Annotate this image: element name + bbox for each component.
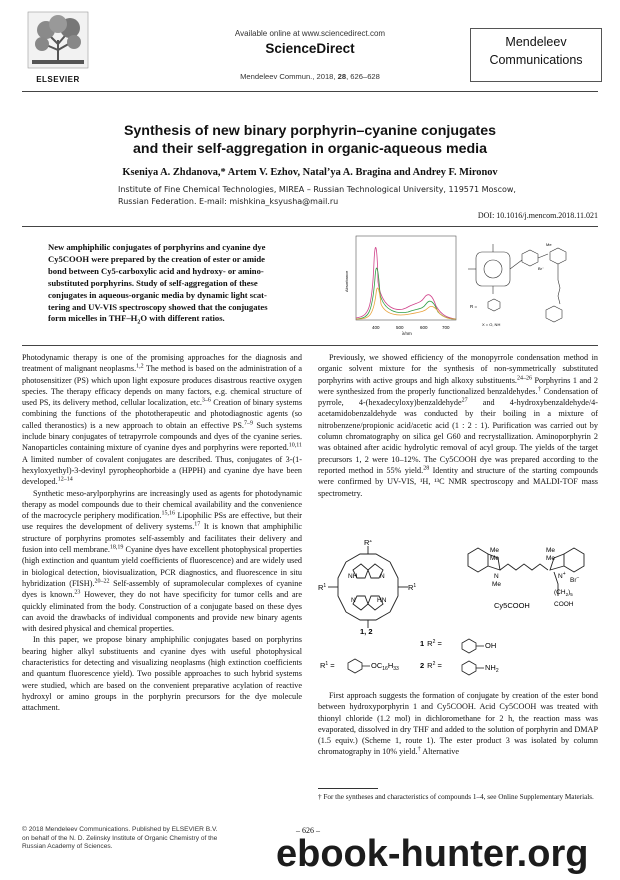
authors: Kseniya A. Zhdanova,* Artem V. Ezhov, Natal’ya A. Bragina and Andrey F. Mironov [122,167,498,178]
abstract: New amphiphilic conjugates of porphyrins and cyanine dye Cy5COOH were prepared by the creation of ester or amide bond between Cy5-carboxylic acid and hydroxy- or amino- substituted porphyrins. Study of self-aggregation of these conjugates in aqueous-organic media by dynamic light scat- tering and UV-VIS spectroscopy showed that the conjugates form micelles in THF–$H_2O$ with different ratios. [48,242,268,327]
spectra-and-structure [338,232,578,336]
y-axis-label: Absorbance [344,270,349,292]
footnote-rule [318,788,378,789]
oc16h33-label: $OC_{16}H_{33}$ [371,661,399,672]
nh-label: NH [348,573,358,580]
spectrum-line-2 [356,268,456,319]
bromide-label: Br− [570,575,580,584]
watermark: ebook-hunter.org [276,833,589,875]
compound-label-12: 1, 2 [360,627,373,636]
scheme-drawing [318,540,600,636]
page-number: – 626 – [296,826,320,835]
citation: Mendeleev Commun., 2018, 28, 626–628 [240,72,380,81]
me-label-4: Me [546,555,556,562]
footnote: † For the syntheses and characteristics of compounds 1–4, see Online Supplementary Materials. [318,793,594,801]
br-label: Br⁻ [538,266,545,271]
tick-label: 600 [420,325,428,330]
cooh-label: COOH [554,601,574,608]
hn-label: HN [377,597,387,604]
r1-left: $R^1$ [318,583,327,592]
publisher-name: ELSEVIER [36,75,80,84]
svg-text:R1 =: $R^1$ = [320,661,335,670]
x-label: X = O, NH [482,322,501,327]
chemical-scheme [318,540,600,636]
x-axis-label: λ/nm [402,331,412,336]
doi[interactable]: DOI: 10.1016/j.mencom.2018.11.021 [477,211,598,220]
copyright: © 2018 Mendeleev Communications. Published by ELSEVIER B.V. on behalf of the N. D. Zelinsky Institute of Organic Chemistry of the Russian Academy of Sciences. [22,826,218,850]
left-column: Photodynamic therapy is one of the promising approaches for the diagnosis and treatment of malignant neoplasms.$^{1,2}$ The method is based on the administration of a photosensitizer (PS) which upon light exposure produces disastrous reactive oxygen species. The therapy efficacy depends on many factors, e.g. chemical structure of used PS, its delivery method, cellular localization, etc.$^{3-6}$ Creation of binary systems combining the functions of the phototherapeutic and photodiagnostic agents (so called theranostics) is a new approach to obtain an effective PS.$^{7-9}$ Such systems include binary conjugates of tetrapyrrole compounds and dyes of the cyanine series. Nanoparticles containing mixture of cyanine dyes and porphyrins were reported.$^{10,11}$ A limited number of covalent conjugates are described. Thus, conjugates of 3-(1-hexyloxyethyl)-3-devinyl pyropheophorbide a (HPPH) and cyanine dye have been developed.$^{12-14}$ Synthetic meso-arylporphyrins are increasingly used as agents for photodynamic therapy as model compounds due to their chemical availability and the convenience of the macrocycle periphery modification.$^{15,16}$ Lipophilic PSs are effective, but their use requires the development of delivery systems.$^{17}$ It is known that amphiphilic structure of porphyrins promotes self-assembly and facilitates their delivery and fusion into cell membrane.$^{18,19}$ Cyanine dyes have excellent photophysical properties (high extinction and quantum yield coefficients of fluorescence) and are widely used in biological detection, biovisualization, PCR diagnostics, and fluorescence in situ hybridization (FISH).$^{20-22}$ Self-assembly of supramolecular complexes of cyanine dyes is known.$^{23}$ However, they do not have specificity for tumor cells and are quickly eliminated from the body. Construction of a conjugate based on these dyes can avoid the drawbacks of individual components and provide new binary agents with desired physical and chemical properties. In this paper, we propose binary amphiphilic conjugates based on porphyrins bearing higher alkyl substituents and cyanine dyes with useful photophysical characteristics for detecting and visualizing neoplasms (high extinction coefficients and quantum fluorescence yield). Two possible approaches to such hybrid systems were studied, which are based on the convenient preparative acylation of reactive hydroxyl or amino groups in the porphyrin precursors for the dye molecule attachment. [22,353,303,713]
porphyrin-sketch [468,244,548,294]
cyanine-sketch [546,248,566,322]
me-label-5: Me [492,581,502,588]
tick-label: 400 [372,325,380,330]
compound-1-label: 1 $R^2$ = [420,639,442,648]
me-label-1: Me [490,547,500,554]
tick-label: 700 [442,325,450,330]
r1-right: $R^1$ [408,583,417,592]
cy5cooh-label: Cy5COOH [494,601,530,610]
me-label-2: Me [490,555,500,562]
journal-name-line1: Mendeleev [505,35,567,49]
affiliation: Institute of Fine Chemical Technologies, MIREA – Russian Technological University, 119571 Moscow, Russian Federation. E-mail: mishkina_ksyusha@mail.ru [118,185,516,206]
me-label-3: Me [546,547,556,554]
r2-top: $R^2$ [364,540,373,547]
journal-box [470,28,602,82]
spectrum-line-3 [356,288,456,319]
n-label-2: N [351,597,356,604]
journal-name-line2: Communications [489,53,583,67]
right-column-top: Previously, we showed efficiency of the monopyrrole condensation method in organic solvent mixture for the synthesis of non-symmetrically substituted porphyrins with active groups and high alkoxy substituents.$^{24-26}$ Porphyrins 1 and 2 were synthesized from the properly functionalized benzaldehydes.† Condensation of pyrrole, 4-(hexadecyloxy)benzaldehyde$^{27}$ and 4-hydroxybenzaldehyde/4-acetamidobenzaldehyde was conducted by their boiling in a mixture of nitrobenzene/propionic acid/acetic acid (1 : 2 : 1). Purification was carried out by column chromatography on silica gel G60 and recrystallization. Aminoporphyrin 2 was obtained after acidic hydrolytic removal of acyl group. The yields of the target precursors 1, 2 were 10–12%. The Cy5COOH dye was prepared according to the reported method in 55% yield.$^{28}$ Identity and structure of the starting compounds were confirmed by UV-VIS, ¹H, ¹³C NMR spectroscopy and MALDI-TOF mass spectrometry. [318,353,599,498]
available-online[interactable]: Available online at www.sciencedirect.com [234,29,386,38]
abstract-top-rule [22,226,598,227]
me-label: Me [546,242,552,247]
phenyl-ring-3 [348,659,362,673]
abstract-bottom-rule [22,345,598,346]
substituent-rows [414,636,600,676]
porphyrin-ring [328,546,408,628]
compound-2-label: 2 $R^2$ = [420,661,442,670]
phenyl-ring-1 [462,639,476,653]
nh2-label: $NH_2$ [485,663,499,674]
tick-label: 500 [396,325,404,330]
sciencedirect-brand: ScienceDirect [265,41,355,56]
phenyl-ring-2 [462,661,476,675]
right-column-bottom: First approach suggests the formation of conjugate by creation of the ester bond between hydroxyporphyrin 1 and Cy5COOH. Acid Cy5COOH was treated with thionyl chloride (1.2 mol) in dichloromethane for 2 h, the reaction mass was evaporated, dissolved in dry THF and added to the solution of porphyrin and DMAP (1.5 equiv.) (Scheme 1, route 1). The ester product 3 was isolated by column chromatography in 10% yield.† Alternative [318,691,598,757]
n-plus-label: N+ [558,571,566,580]
graphical-abstract [338,232,578,336]
header-rule [22,91,598,92]
ch2-chain: $(CH_2)_5$ [554,589,573,597]
oh-label: OH [485,641,497,650]
n-label-1: N [380,573,385,580]
cyanine-structure [468,548,584,596]
r1-substituent [318,656,438,676]
spectrum-line-1 [356,247,456,319]
n-methyl-label: N [494,573,499,580]
article-title: Synthesis of new binary porphyrin–cyanine conjugates and their self-aggregation in organic-aqueous media [123,123,497,157]
r-label: R = [470,304,478,309]
